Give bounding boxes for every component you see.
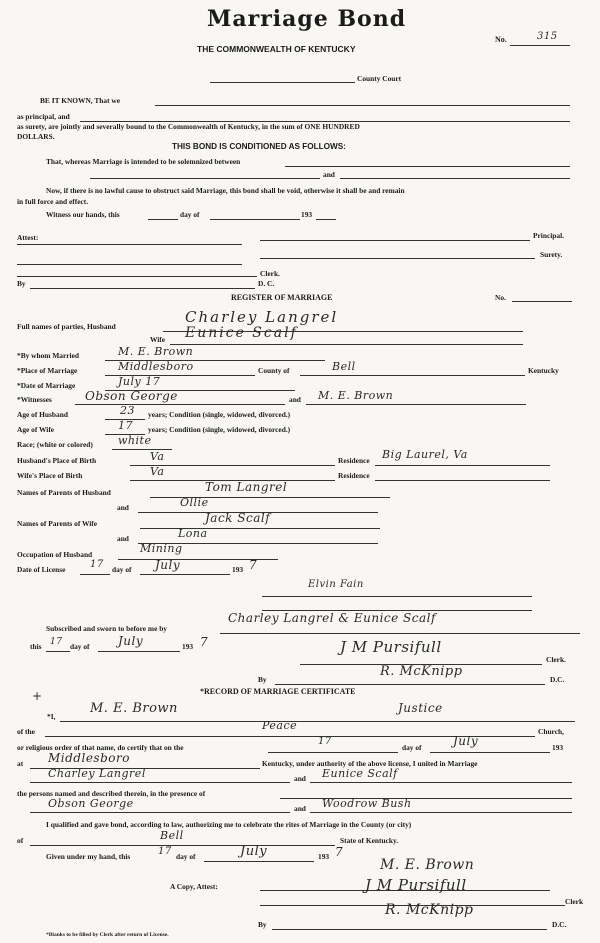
register-dc-label: D.C. bbox=[550, 675, 565, 684]
copy-clerk-label: Clerk bbox=[565, 897, 584, 906]
license-day-value: 17 bbox=[90, 559, 104, 570]
surety-label: Surety. bbox=[540, 250, 563, 259]
cert-day-of-text: day of bbox=[402, 743, 422, 752]
wife-name-value: Eunice Scalf bbox=[185, 325, 298, 341]
cert-kentucky-authority-text: Kentucky, under authority of the above license, I united in Marriage bbox=[262, 759, 478, 768]
license-year-value: 7 bbox=[249, 558, 258, 572]
cert-church-label: Church, bbox=[538, 727, 564, 736]
given-year-value: 7 bbox=[335, 845, 344, 859]
wife-birth-label: Wife's Place of Birth bbox=[17, 471, 83, 480]
county-court-label: County Court bbox=[357, 74, 402, 83]
cert-at-label: at bbox=[17, 759, 24, 768]
witness2-line bbox=[306, 404, 526, 405]
subscribed-day-line bbox=[46, 651, 70, 652]
copy-attest-label: A Copy, Attest: bbox=[170, 882, 218, 891]
father-wife-line bbox=[140, 528, 380, 529]
wife-label: Wife bbox=[150, 335, 166, 344]
bond-dc-line bbox=[30, 288, 255, 289]
occupation-value: Mining bbox=[140, 542, 183, 555]
county-value: Bell bbox=[332, 360, 356, 373]
husband-name-value: Charley Langrel bbox=[185, 308, 339, 326]
conditioned-heading: THIS BOND IS CONDITIONED AS FOLLOWS: bbox=[172, 142, 346, 151]
copy-signature-clerk: J M Pursifull bbox=[365, 876, 467, 894]
license-day-line bbox=[80, 574, 110, 575]
parents-wife-and: and bbox=[117, 534, 129, 543]
copy-dc-label: D.C. bbox=[552, 920, 567, 929]
certificate-heading: *RECORD OF MARRIAGE CERTIFICATE bbox=[200, 687, 356, 696]
husband-residence-value: Big Laurel, Va bbox=[382, 448, 468, 461]
subscribed-by-line bbox=[220, 633, 580, 634]
license-month-value: July bbox=[155, 558, 181, 572]
whereas-line-2b bbox=[340, 178, 570, 179]
race-label: Race; (white or colored) bbox=[17, 440, 93, 449]
register-heading: REGISTER OF MARRIAGE bbox=[231, 293, 333, 302]
bond-number-line bbox=[510, 45, 570, 46]
license-month-line bbox=[140, 574, 230, 575]
age-husband-condition-text: years; Condition (single, widowed, divorced.) bbox=[148, 410, 291, 419]
cert-witness-and-label: and bbox=[294, 804, 306, 813]
date-of-marriage-label: *Date of Marriage bbox=[17, 381, 76, 390]
subscribed-this-text: this bbox=[30, 642, 42, 651]
husband-residence-label: Residence bbox=[338, 456, 370, 465]
witness1-line bbox=[75, 404, 285, 405]
occupation-label: Occupation of Husband bbox=[17, 550, 93, 559]
principal-names-line bbox=[155, 105, 570, 106]
register-no-label: No. bbox=[495, 293, 506, 302]
father-wife-value: Jack Scalf bbox=[205, 511, 271, 525]
footnote-text: *Blanks to be filled by Clerk after return of License. bbox=[46, 932, 169, 938]
wife-birth-value: Va bbox=[150, 465, 165, 478]
copy-signature-minister: M. E. Brown bbox=[380, 857, 475, 873]
register-clerk-signature: J M Pursifull bbox=[340, 638, 442, 656]
by-whom-value: M. E. Brown bbox=[118, 345, 194, 358]
age-wife-label: Age of Wife bbox=[17, 425, 55, 434]
witness-year-line bbox=[316, 219, 336, 220]
cert-wife-line bbox=[310, 782, 572, 783]
witness1-value: Obson George bbox=[85, 389, 178, 403]
cert-given-text: Given under my hand, this bbox=[46, 852, 131, 861]
cert-name-line bbox=[60, 721, 575, 722]
bond-clerk-label: Clerk. bbox=[260, 269, 280, 278]
given-day-value: 17 bbox=[158, 846, 172, 857]
age-husband-value: 23 bbox=[120, 404, 135, 417]
cert-given-day-of-text: day of bbox=[176, 852, 196, 861]
attest-line-2 bbox=[17, 264, 242, 265]
father-husband-value: Tom Langrel bbox=[205, 480, 288, 494]
surety-sign-line bbox=[260, 258, 535, 259]
witness-day-of-text: day of bbox=[180, 210, 200, 219]
cert-religious-text: or religious order of that name, do certify that on the bbox=[17, 743, 184, 752]
witness-hands-text: Witness our hands, this bbox=[46, 210, 120, 219]
race-value: white bbox=[118, 434, 152, 447]
copy-dc-line bbox=[272, 929, 547, 930]
whereas-line-1 bbox=[285, 166, 570, 167]
witness2-value: M. E. Brown bbox=[318, 389, 394, 402]
cert-of-label: of bbox=[17, 836, 24, 845]
parents-husband-label: Names of Parents of Husband bbox=[17, 488, 111, 497]
now-text: Now, if there is no lawful cause to obstruct said Marriage, this bond shall be void, otherwise it shall be and remain bbox=[46, 186, 405, 195]
date-license-label: Date of License bbox=[17, 565, 66, 574]
bond-dc-label: D. C. bbox=[258, 279, 275, 288]
county-of-label: County of bbox=[258, 366, 290, 375]
cert-witness2-line bbox=[310, 812, 572, 813]
cert-witness2-value: Woodrow Bush bbox=[322, 797, 412, 810]
cert-name-value: M. E. Brown bbox=[90, 701, 178, 716]
copy-signature-dc: R. McKnipp bbox=[385, 902, 474, 918]
be-it-known-text: BE IT KNOWN, That we bbox=[40, 96, 121, 105]
cert-of-the-label: of the bbox=[17, 727, 35, 736]
cert-day-line bbox=[268, 752, 398, 753]
cert-church-value: Peace bbox=[262, 719, 298, 732]
wife-residence-label: Residence bbox=[338, 471, 370, 480]
witness-193-text: 193 bbox=[301, 210, 313, 219]
cert-month-line bbox=[430, 752, 550, 753]
license-193-text: 193 bbox=[232, 565, 244, 574]
husband-birth-value: Va bbox=[150, 450, 165, 463]
age-wife-condition-text: years; Condition (single, widowed, divorced.) bbox=[148, 425, 291, 434]
mother-wife-value: Lona bbox=[178, 527, 208, 540]
witnesses-and-label: and bbox=[289, 395, 301, 404]
subscribed-day-value: 17 bbox=[50, 637, 63, 647]
cert-193-text: 193 bbox=[552, 743, 564, 752]
place-of-marriage-label: *Place of Marriage bbox=[17, 366, 78, 375]
subscribed-text: Subscribed and sworn to before me by bbox=[46, 624, 167, 633]
cert-wife-value: Eunice Scalf bbox=[322, 767, 398, 780]
whereas-text: That, whereas Marriage is intended to be solemnized between bbox=[46, 157, 241, 166]
register-kentucky-label: Kentucky bbox=[528, 366, 559, 375]
full-names-husband-label: Full names of parties, Husband bbox=[17, 322, 116, 331]
register-dc-line bbox=[275, 684, 545, 685]
register-dc-signature: R. McKnipp bbox=[380, 664, 463, 679]
principal-label: Principal. bbox=[533, 231, 564, 240]
register-no-line bbox=[512, 301, 572, 302]
parents-wife-label: Names of Parents of Wife bbox=[17, 519, 98, 528]
cert-given-193-text: 193 bbox=[318, 852, 330, 861]
age-husband-label: Age of Husband bbox=[17, 410, 68, 419]
parents-husband-and: and bbox=[117, 503, 129, 512]
clerk-line bbox=[17, 276, 257, 277]
cert-qualified-text: I qualified and gave bond, according to law, authorizing me to celebrate the rites of Marriage in the County (or city) bbox=[46, 820, 412, 829]
mother-husband-value: Ollie bbox=[180, 496, 209, 509]
bond-number-label: No. bbox=[495, 35, 507, 44]
cert-i-label: *I, bbox=[47, 712, 56, 721]
place-value: Middlesboro bbox=[118, 360, 194, 373]
whereas-and-text: and bbox=[323, 170, 335, 179]
county-court-line bbox=[210, 82, 355, 83]
cert-state-kentucky-text: State of Kentucky. bbox=[340, 836, 399, 845]
husband-birth-label: Husband's Place of Birth bbox=[17, 456, 97, 465]
cert-title-value: Justice bbox=[398, 701, 443, 715]
cert-witness1-value: Obson George bbox=[48, 797, 134, 810]
bond-number-value: 315 bbox=[537, 31, 558, 42]
principal-sign-line bbox=[260, 240, 530, 241]
subscribed-month-line bbox=[98, 651, 180, 652]
copy-by-label: By bbox=[258, 920, 267, 929]
witness-month-line bbox=[210, 219, 300, 220]
subscribed-day-of-text: day of bbox=[70, 642, 90, 651]
bond-by-label: By bbox=[17, 279, 26, 288]
register-by-label: By bbox=[258, 675, 267, 684]
cert-county-line bbox=[30, 845, 335, 846]
husband-residence-line bbox=[375, 465, 550, 466]
cert-husband-line bbox=[30, 782, 290, 783]
wife-name-line bbox=[170, 344, 523, 345]
subscribed-193-text: 193 bbox=[182, 642, 194, 651]
cert-day-value: 17 bbox=[318, 736, 332, 747]
given-month-value: July bbox=[240, 844, 268, 859]
cert-witness1-line bbox=[30, 812, 290, 813]
register-clerk-label: Clerk. bbox=[546, 655, 566, 664]
cert-persons-named-text: the persons named and described therein, in the presence of bbox=[17, 789, 206, 798]
county-line bbox=[300, 375, 525, 376]
cert-month-value: July bbox=[453, 734, 479, 748]
by-whom-married-label: *By whom Married bbox=[17, 351, 79, 360]
full-force-text: in full force and effect. bbox=[17, 197, 89, 206]
subscribed-extra-signature: Elvin Fain bbox=[308, 579, 364, 590]
age-wife-value: 17 bbox=[118, 419, 133, 432]
subscribed-sign-line-1 bbox=[262, 596, 532, 597]
cross-mark: + bbox=[32, 689, 43, 703]
cert-husband-value: Charley Langrel bbox=[48, 767, 146, 780]
cert-county-value: Bell bbox=[160, 829, 184, 842]
witness-day-line bbox=[148, 219, 178, 220]
witnesses-label: *Witnesses bbox=[17, 395, 52, 404]
dollars-text: DOLLARS. bbox=[17, 132, 55, 141]
commonwealth-subtitle: THE COMMONWEALTH OF KENTUCKY bbox=[197, 44, 356, 54]
as-surety-text: as surety, are jointly and severally bound to the Commonwealth of Kentucky, in the sum of ONE HUNDRED bbox=[17, 122, 360, 131]
wife-residence-line bbox=[375, 480, 550, 481]
subscribed-by-value: Charley Langrel & Eunice Scalf bbox=[228, 611, 436, 625]
document-title: Marriage Bond bbox=[207, 6, 407, 32]
subscribed-year-value: 7 bbox=[200, 635, 209, 649]
as-principal-text: as principal, and bbox=[17, 112, 70, 121]
license-day-of-text: day of bbox=[112, 565, 132, 574]
cert-and-label: and bbox=[294, 774, 306, 783]
date-marriage-value: July 17 bbox=[118, 375, 161, 388]
whereas-line-2a bbox=[90, 178, 320, 179]
attest-label: Attest: bbox=[17, 233, 39, 242]
subscribed-month-value: July bbox=[118, 634, 144, 648]
cert-place-value: Middlesboro bbox=[48, 751, 130, 765]
attest-line-1 bbox=[17, 244, 242, 245]
given-month-line bbox=[204, 861, 314, 862]
